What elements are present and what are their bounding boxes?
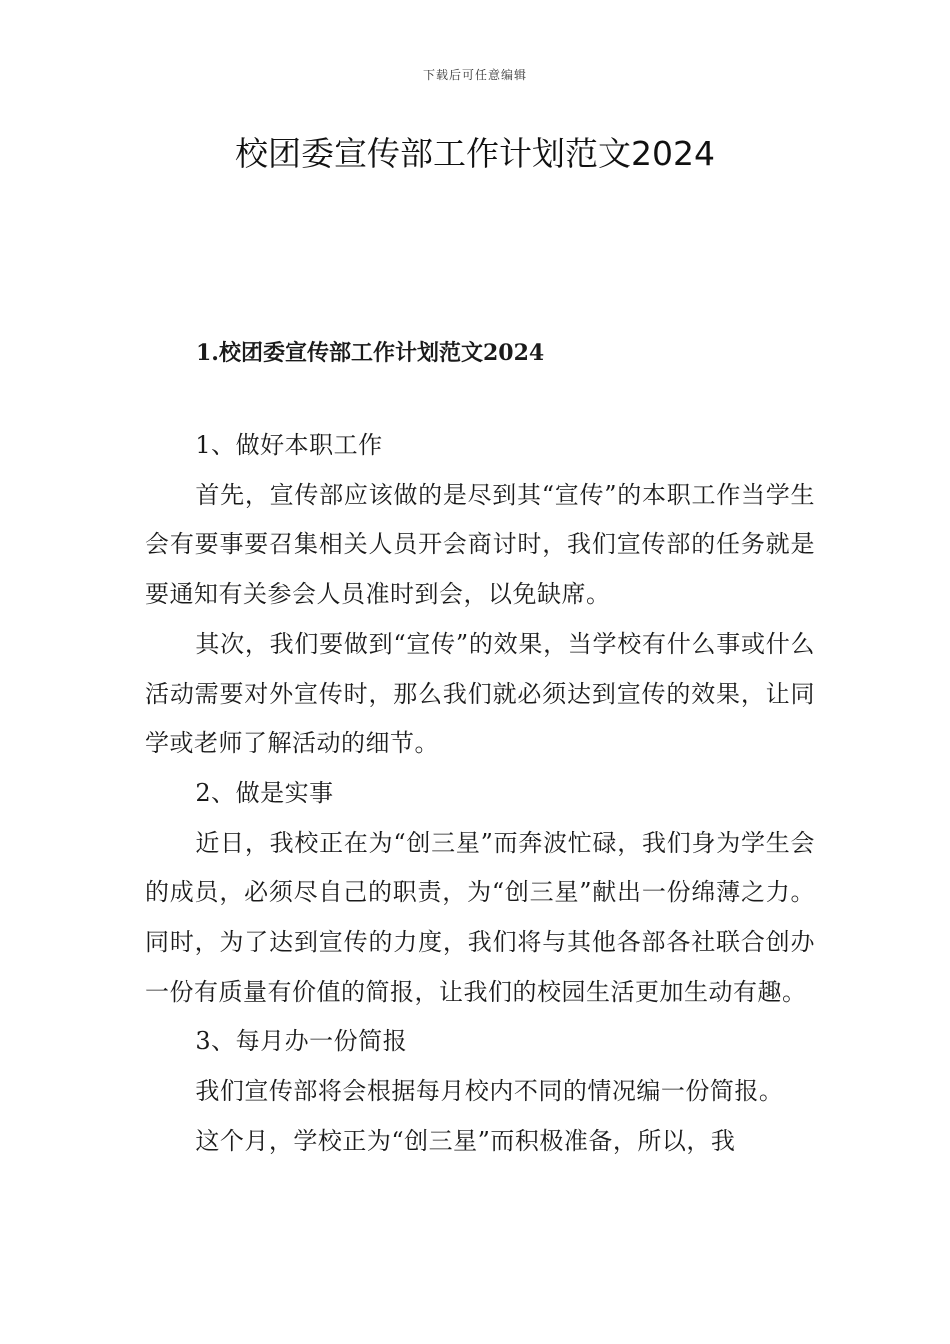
section-heading: 1.校团委宣传部工作计划范文2024 [196,340,545,366]
paragraph: 这个月，学校正为“创三星”而积极准备，所以，我 [195,1126,736,1155]
paragraph: 我们宣传部将会根据每月校内不同的情况编一份简报。 [195,1077,784,1106]
subheading-3: 3、每月办一份简报 [195,1027,408,1056]
document-body [145,421,815,1167]
paragraph: 其次，我们要做到“宣传”的效果，当学校有什么事或什么活动需要对外宣传时，那么我们就必须达到宣传的效果，让同学或老师了解活动的细节。 [145,629,815,758]
subheading-2: 2、做是实事 [195,778,334,807]
document-title: 校团委宣传部工作计划范文2024 [235,134,715,173]
header-note: 下载后可任意编辑 [422,68,527,82]
subheading-1: 1、做好本职工作 [195,431,383,459]
paragraph: 近日，我校正在为“创三星”而奔波忙碌，我们身为学生会的成员，必须尽自己的职责，为“创三星”献出一份绵薄之力。同时，为了达到宣传的力度，我们将与其他各部各社联合创办一份有质量有价值的简报，让我们的校园生活更加生动有趣。 [145,828,815,1006]
paragraph: 首先，宣传部应该做的是尽到其“宣传”的本职工作当学生会有要事要召集相关人员开会商讨时，我们宣传部的任务就是要通知有关参会人员准时到会，以免缺席。 [145,480,815,609]
